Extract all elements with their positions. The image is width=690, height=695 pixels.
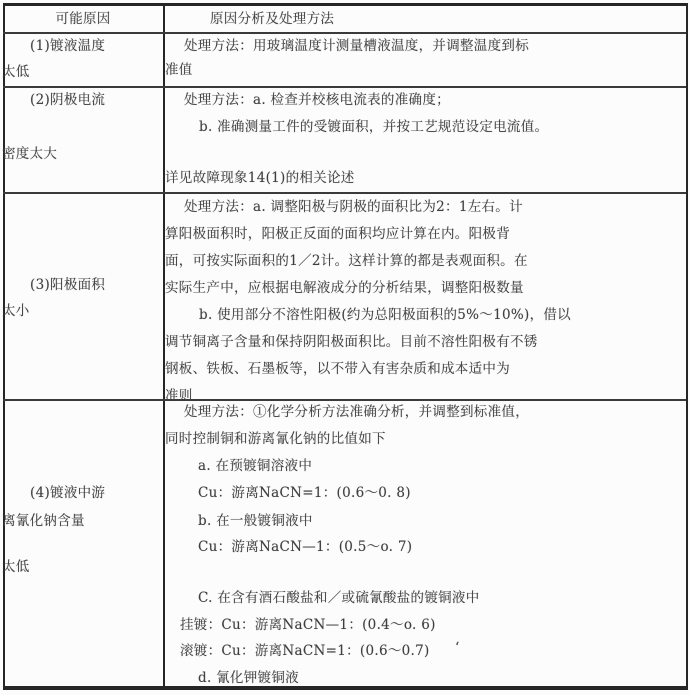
analysis-text-line: 详见故障现象14(1)的相关论述 <box>165 170 355 186</box>
row-divider-2 <box>3 192 686 194</box>
analysis-text-line: d. 氰化钾镀铜液 <box>198 670 299 686</box>
row-divider-3 <box>3 399 686 401</box>
analysis-text-line: b. 准确测量工件的受镀面积，并按工艺规范设定电流值。 <box>199 119 549 135</box>
analysis-text-line: b. 使用部分不溶性阳极(约为总阳极面积的5%～10%)，借以 <box>199 307 571 323</box>
analysis-text-line: 滚镀：Cu：游离NaCN=1：(0.6～0.7) <box>180 643 430 659</box>
analysis-text-line: 处理方法：①化学分析方法准确分析，并调整到标准值， <box>184 404 529 420</box>
analysis-text-line: 调节铜离子含量和保持阴阳极面积比。目前不溶性阳极有不锈 <box>165 334 538 350</box>
analysis-text-line: 准值 <box>165 62 193 78</box>
analysis-text-line: 实际生产中，应根据电解液成分的分析结果，调整阳极数量 <box>165 280 524 296</box>
analysis-text-line: b. 在一般镀铜液中 <box>198 513 313 529</box>
analysis-text-line: 钢板、铁板、石墨板等，以不带入有害杂质和成本适中为 <box>165 361 510 377</box>
cause-text-line: 离氰化钠含量 <box>2 513 85 529</box>
analysis-text-line: a. 在预镀铜溶液中 <box>198 458 313 474</box>
cause-text-line: (1)镀液温度 <box>30 38 106 54</box>
analysis-text-line: 处理方法：a. 调整阳极与阴极的面积比为2：1左右。计 <box>184 199 523 215</box>
analysis-text-line: 面，可按实际面积的1／2计。这样计算的都是表观面积。在 <box>165 253 528 269</box>
table-border-left <box>3 3 5 690</box>
cause-text-line: (3)阳极面积 <box>30 277 106 293</box>
analysis-text-line: Cu：游离NaCN—1：(0.5～o. 7) <box>198 539 413 555</box>
analysis-text-line: 处理方法：a. 检查并校核电流表的准确度； <box>184 92 450 108</box>
table-border-right <box>686 3 688 690</box>
row-divider-header <box>3 32 686 34</box>
cause-text-line: 太小 <box>2 303 30 319</box>
analysis-text-line: 算阳极面积时，阳极正反面的面积均应计算在内。阳极背 <box>165 226 510 242</box>
analysis-text-line: 同时控制铜和游离氰化钠的比值如下 <box>165 431 386 447</box>
analysis-text-line: Cu：游离NaCN=1：(0.6～0. 8) <box>198 485 411 501</box>
header-cell-analysis: 原因分析及处理方法 <box>210 11 335 27</box>
analysis-text-line: C. 在含有酒石酸盐和／或硫氰酸盐的镀铜液中 <box>198 590 480 606</box>
analysis-text-line: 准则 <box>165 388 193 404</box>
cause-text-line: 太低 <box>2 559 30 575</box>
cause-text-line: (4)镀液中游 <box>30 485 106 501</box>
cause-text-line: 密度太大 <box>2 146 58 162</box>
stray-quote-mark: ‘ <box>455 640 460 656</box>
analysis-text-line: 挂镀：Cu：游离NaCN—1：(0.4～o. 6) <box>180 617 436 633</box>
row-divider-1 <box>3 86 686 88</box>
header-cell-possible-causes: 可能原因 <box>55 11 111 27</box>
cause-text-line: (2)阴极电流 <box>30 92 106 108</box>
table-border-bottom <box>3 686 688 690</box>
analysis-text-line: 处理方法：用玻璃温度计测量槽液温度，并调整温度到标 <box>184 38 529 54</box>
table-border-top <box>3 3 688 6</box>
cause-text-line: 太低 <box>2 64 30 80</box>
